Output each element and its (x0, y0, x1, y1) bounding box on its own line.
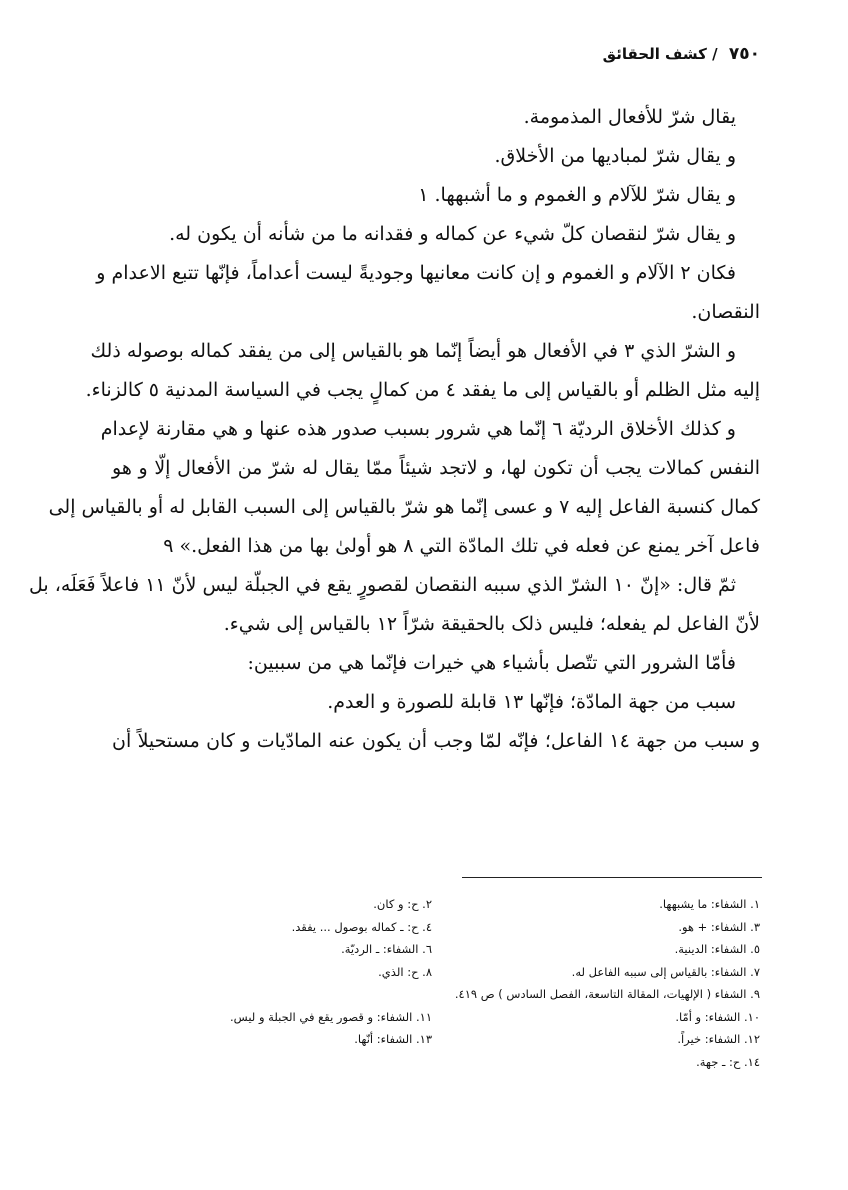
text-line: و يقال شرّ للآلام و الغموم و ما أشبهها. ١ (418, 184, 736, 206)
footnote: ٣. الشفاء: + هو. (678, 919, 760, 934)
text-line: إليه مثل الظلم أو بالقياس إلى ما يفقد ٤ من كمالٍ يجب في السياسة المدنية ٥ كالزناء. (85, 379, 760, 401)
footnote: ١٠. الشفاء: و أمّا. (675, 1009, 760, 1024)
text-line: لأنّ الفاعل لم يفعله؛ فليس ذلک بالحقيقة شرّاً ١٢ بالقياس إلى شيء. (223, 613, 760, 635)
running-header (603, 44, 760, 64)
text-line: ثمّ قال: «إنّ ١٠ الشرّ الذي سببه النقصان لقصورٍ يقع في الجبلّة ليس لأنّ ١١ فاعلاً فَعَلَه، بل (29, 574, 736, 596)
text-line: فأمّا الشرور التي تتّصل بأشياء هي خيرات فإنّما هي من سببين: (247, 652, 736, 674)
footnote-row (112, 938, 760, 961)
footnote-row (112, 1028, 760, 1051)
footnote-row (112, 1051, 760, 1074)
footnote-row (112, 893, 760, 916)
text-line: النفس كمالات يجب أن تكون لها، و لاتجد شيئاً ممّا يقال له شرّ من الأفعال إلّا و هو (112, 457, 760, 479)
footnote: ١. الشفاء: ما يشبهها. (659, 897, 760, 911)
footnote-divider (462, 877, 762, 878)
text-line: و يقال شرّ لمباديها من الأخلاق. (494, 145, 736, 167)
text-line: و يقال شرّ لنقصان كلّ شيء عن كماله و فقدانه ما من شأنه أن يكون له. (169, 223, 736, 245)
footnote-row (112, 1006, 760, 1029)
footnote: ٥. الشفاء: الدينية. (674, 942, 760, 956)
footnote: ٢. ح: و كان. (373, 897, 432, 911)
footnote-row (112, 961, 760, 984)
footnote: ١٣. الشفاء: أنّها. (354, 1032, 432, 1046)
footnote: ٩. الشفاء ( الإلهيات، المقالة التاسعة، الفصل السادس ) ص ٤١٩. (454, 987, 760, 1001)
footnote: ٤. ح: ـ كماله بوصول ... يفقد. (291, 919, 432, 934)
footnote-row (112, 983, 760, 1006)
text-line: كمال كنسبة الفاعل إليه ٧ و عسى إنّما هو شرّ بالقياس إلى السبب القابل له أو بالقياس إلى (48, 496, 760, 518)
footnote: ٧. الشفاء: بالقياس إلى سببه الفاعل له. (571, 964, 760, 979)
footnote: ١٢. الشفاء: خيراً. (677, 1032, 760, 1046)
text-line: فكان ٢ الآلام و الغموم و إن كانت معانيها وجوديةً ليست أعداماً، فإنّها تتبع الاعدام و (96, 262, 736, 284)
footnote-row (112, 916, 760, 939)
text-line: سبب من جهة المادّة؛ فإنّها ١٣ قابلة للصورة و العدم. (327, 691, 736, 713)
page-number: ٧٥٠ (728, 44, 760, 64)
text-line: فاعل آخر يمنع عن فعله في تلك المادّة التي ٨ هو أولىٰ بها من هذا الفعل.» ٩ (163, 535, 760, 557)
body-text (29, 98, 760, 761)
running-title: / كشف الحقائق (602, 45, 718, 63)
footnote: ١٤. ح: ـ جهة. (696, 1054, 760, 1069)
text-line: و سبب من جهة ١٤ الفاعل؛ فإنّه لمّا وجب أن يكون عنه المادّيات و كان مستحيلاً أن (112, 730, 760, 752)
text-line: و كذلك الأخلاق الرديّة ٦ إنّما هي شرور بسبب صدور هذه عنها و هي مقارنة لإعدام (100, 418, 736, 440)
footnote: ٨. ح: الذي. (378, 964, 432, 979)
text-line: النقصان. (691, 301, 760, 323)
footnotes (112, 893, 760, 1073)
text-line: يقال شرّ للأفعال المذمومة. (523, 106, 736, 128)
text-line: و الشرّ الذي ٣ في الأفعال هو أيضاً إنّما هو بالقياس إلى من يفقد كماله بوصوله ذلك (90, 340, 736, 362)
footnote: ١١. الشفاء: و قصور يقع في الجبلة و ليس. (230, 1009, 432, 1024)
footnote: ٦. الشفاء: ـ الرديّة. (341, 942, 432, 956)
